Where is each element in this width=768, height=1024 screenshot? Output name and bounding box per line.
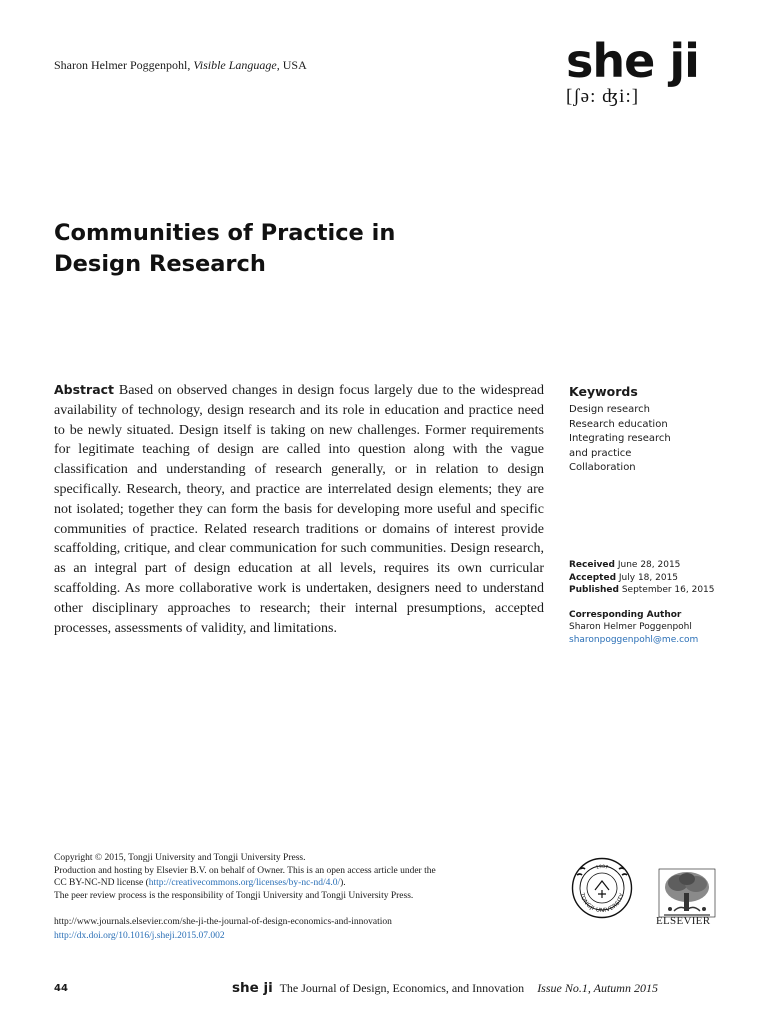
elsevier-label: ELSEVIER	[656, 915, 711, 927]
footer-issue: Issue No.1, Autumn 2015	[537, 981, 658, 995]
author-venue: Visible Language,	[193, 58, 280, 72]
seal-university-text: TONGJI UNIVERSITY	[578, 892, 626, 915]
article-title-line-2: Design Research	[54, 251, 266, 277]
keyword-item: Design research	[569, 404, 650, 415]
received-value: June 28, 2015	[617, 560, 681, 570]
author-name: Sharon Helmer Poggenpohl,	[54, 58, 191, 72]
doi-link[interactable]: http://dx.doi.org/10.1016/j.sheji.2015.07.002	[54, 930, 225, 941]
peer-review-line: The peer review process is the responsibility of Tongji University and Tongji University Press.	[54, 890, 414, 901]
license-text: CC BY-NC-ND license (	[54, 878, 149, 888]
article-dates	[569, 559, 715, 597]
journal-footer	[232, 980, 658, 996]
keywords-list	[569, 403, 699, 476]
page-number: 44	[54, 983, 68, 994]
footer-journal-name: The Journal of Design, Economics, and Innovation	[279, 981, 525, 995]
article-title	[54, 218, 514, 280]
seal-year-text: 1907	[595, 864, 609, 871]
author-country: USA	[282, 58, 307, 72]
received-date	[569, 559, 715, 572]
published-label: Published	[569, 585, 619, 596]
accepted-date	[569, 572, 715, 585]
copyright-line: Copyright © 2015, Tongji University and Tongji University Press.	[54, 853, 306, 863]
keyword-item: Integrating research and practice	[569, 433, 671, 459]
accepted-value: July 18, 2015	[618, 572, 679, 583]
corresponding-author-name: Sharon Helmer Poggenpohl	[569, 622, 692, 632]
published-date	[569, 584, 715, 597]
keywords-heading: Keywords	[569, 384, 638, 399]
corresponding-author-email-link[interactable]: sharonpoggenpohl@me.com	[569, 635, 699, 645]
journal-url-link[interactable]: http://www.journals.elsevier.com/she-ji-the-journal-of-design-economics-and-innovation	[54, 917, 392, 927]
tongji-university-seal-icon	[571, 857, 633, 919]
abstract-text: Based on observed changes in design focus largely due to the widespread availability of technology, design research and its role in education and practice need to be newly situated. Design itself is taking on new challenges. Former requirements for legitimate teaching of design are called into question along with the vague classification and understanding of research generally, or in relation to design specifically. Research, theory, and practice are interrelated design elements; they are not isolated; together they can form the basis for developing more useful and specific communities of practice. Related research traditions or domains of interest provide scaffolding, critique, and clear communication for such communities. Design research, as an integral part of design education at all levels, requires its own curricular scaffolding. As more collaborative work is undertaken, designers need to understand other disciplinary approaches to research; their internal presumptions, accepted processes, assessments of validity, and limitations.	[54, 383, 545, 636]
footer-brand: she ji	[232, 980, 273, 996]
article-urls	[54, 916, 392, 943]
abstract-label: Abstract	[54, 382, 115, 397]
author-affiliation	[54, 58, 307, 73]
received-label: Received	[569, 560, 615, 570]
keyword-item: Collaboration	[569, 462, 636, 473]
article-title-line-1: Communities of Practice in	[54, 220, 396, 246]
journal-logo	[566, 34, 716, 108]
corresponding-author-label: Corresponding Author	[569, 610, 682, 620]
published-value: September 16, 2015	[621, 585, 715, 596]
accepted-label: Accepted	[569, 572, 617, 583]
svg-text:1907	[595, 864, 608, 871]
license-text-end: ).	[340, 878, 346, 888]
copyright-notice	[54, 852, 534, 902]
logo-wordmark: she ji	[566, 34, 699, 88]
hosting-line: Production and hosting by Elsevier B.V. on behalf of Owner. This is an open access article under the	[54, 865, 436, 876]
license-line	[54, 877, 534, 890]
license-link[interactable]: http://creativecommons.org/licenses/by-nc-nd/4.0/	[148, 878, 341, 888]
logo-pronunciation: [ʃə: ʤi:]	[566, 86, 640, 107]
keyword-item: Research education	[569, 418, 668, 430]
abstract	[54, 380, 544, 638]
